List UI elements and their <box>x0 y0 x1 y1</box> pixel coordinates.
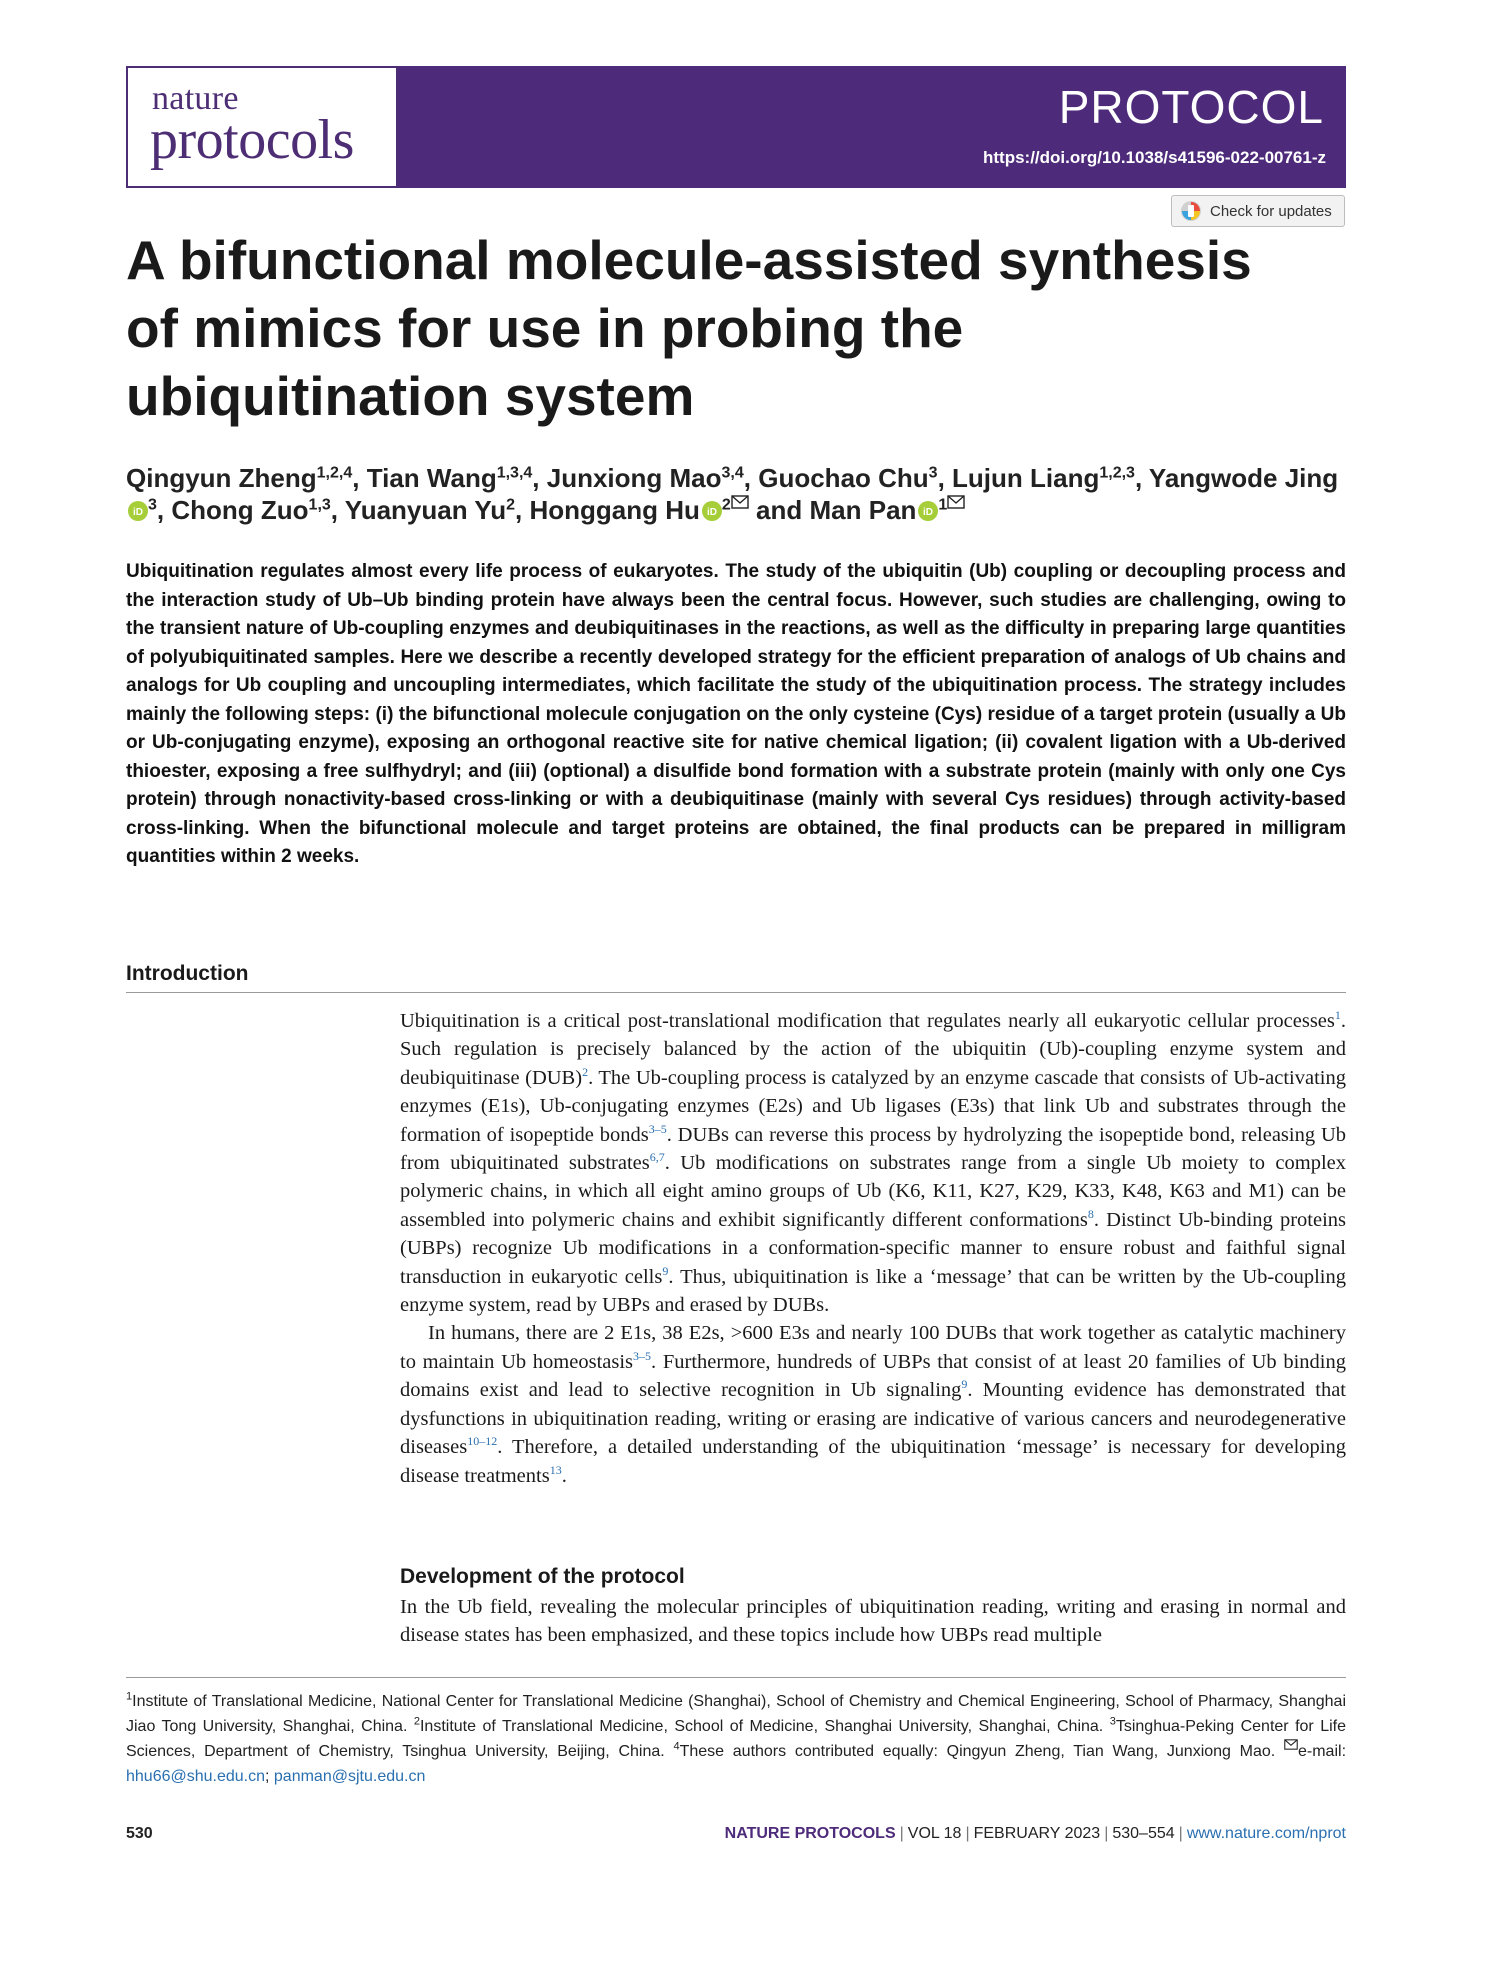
section-heading-introduction: Introduction <box>126 962 1346 993</box>
author-affiliation-marker: 1,2,4 <box>316 464 353 482</box>
citation-ref[interactable]: 9 <box>662 1263 669 1278</box>
article-type-label: PROTOCOL <box>1058 81 1324 133</box>
subheading-development: Development of the protocol <box>400 1565 685 1588</box>
crossmark-icon <box>1180 200 1202 222</box>
footer-journal-name: NATURE PROTOCOLS <box>724 1825 896 1842</box>
author-name[interactable]: Lujun Liang <box>952 463 1100 493</box>
email-link[interactable]: hhu66@shu.edu.cn <box>126 1767 266 1785</box>
affiliation-number: 1 <box>126 1690 133 1703</box>
journal-logo[interactable] <box>126 66 398 188</box>
author-name[interactable]: Man Pan <box>809 495 917 525</box>
affiliation-number: 4 <box>673 1740 680 1753</box>
check-for-updates-button[interactable] <box>1171 195 1345 227</box>
citation-ref[interactable]: 3–5 <box>648 1121 667 1136</box>
intro-paragraph-1: Ubiquitination is a critical post-translational modification that regulates nearly all eukaryotic cellular processes$^1$. Such regulation is precisely balanced by the action of the ubiquitin (Ub)-coupling enzyme system and deubiquitinase (DUB)$^2$. The Ub-coupling process is catalyzed by an enzyme cascade that consists of Ub-activating enzymes (E1s), Ub-conjugating enzymes (E2s) and Ub ligases (E3s) that link Ub and substrates through the formation of isopeptide bonds$^{3-5}$. DUBs can reverse this process by hydrolyzing the isopeptide bond, releasing Ub from ubiquitinated substrates$^{6,7}$. Ub modifications on substrates range from a single Ub moiety to complex polymeric chains, in which all eight amino groups of Ub (K6, K11, K27, K29, K33, K48, K63 and M1) can be assembled into polymeric chains and exhibit significantly different conformations$^8$. Distinct Ub-binding proteins (UBPs) recognize Ub modifications in a conformation-specific manner to ensure robust and faithful signal transduction in eukaryotic cells$^9$. Thus, ubiquitination is like a ‘message’ that can be written by the Ub-coupling enzyme system, read by UBPs and erased by DUBs. <box>400 1008 1347 1317</box>
affiliation-number: 2 <box>413 1715 420 1728</box>
author-affiliation-marker: 2 <box>506 496 516 514</box>
svg-text:iD: iD <box>923 507 934 518</box>
author-affiliation-marker: 1,3 <box>308 496 331 514</box>
footer-volume: VOL 18 <box>907 1825 962 1842</box>
author-name[interactable]: Junxiong Mao <box>546 463 722 493</box>
citation-ref[interactable]: 10–12 <box>467 1434 498 1449</box>
footer-date: FEBRUARY 2023 <box>973 1825 1101 1842</box>
author-affiliation-marker: 3,4 <box>721 464 744 482</box>
journal-footer: NATURE PROTOCOLS | VOL 18 | FEBRUARY 2023 | 530–554 | www.nature.com/nprot <box>724 1825 1346 1842</box>
abstract: Ubiquitination regulates almost every life process of eukaryotes. The study of the ubiquitin (Ub) coupling or decoupling process and the interaction study of Ub–Ub binding protein have always been the central focus. However, such studies are challenging, owing to the transient nature of Ub-coupling enzymes and deubiquitinases in the reactions, as well as the difficulty in preparing large quantities of polyubiquitinated samples. Here we describe a recently developed strategy for the efficient preparation of analogs of Ub chains and analogs for Ub coupling and uncoupling intermediates, which facilitate the study of the ubiquitination process. The strategy includes mainly the following steps: (i) the bifunctional molecule conjugation on the only cysteine (Cys) residue of a target protein (usually a Ub or Ub-conjugating enzyme), exposing an orthogonal reactive site for native chemical ligation; (ii) covalent ligation with a Ub-derived thioester, exposing a free sulfhydryl; and (iii) (optional) a disulfide bond formation with a substrate protein (mainly with only one Cys protein) through nonactivity-based cross-linking or with a deubiquitinase (mainly with several Cys residues) through activity-based cross-linking. When the bifunctional molecule and target proteins are obtained, the final products can be prepared in milligram quantities within 2 weeks. <box>126 561 1346 867</box>
author-affiliation-marker: 3 <box>148 496 157 514</box>
orcid-icon[interactable] <box>128 501 148 521</box>
affiliation-text: Institute of Translational Medicine, School of Medicine, Shanghai University, Shanghai, China. <box>419 1717 1110 1735</box>
author-affiliation-marker: 3 <box>928 464 938 482</box>
svg-text:iD: iD <box>706 507 717 518</box>
development-paragraph-1: In the Ub field, revealing the molecular principles of ubiquitination reading, writing and erasing in normal and disease states has been emphasized, and these topics include how UBPs read multiple <box>400 1596 1346 1647</box>
svg-text:iD: iD <box>133 507 143 518</box>
author-affiliation-marker: 1 <box>938 496 948 514</box>
email-icon[interactable] <box>1284 1739 1298 1750</box>
citation-ref[interactable]: 6,7 <box>649 1150 665 1165</box>
author-list: Qingyun Zheng$^{1,2,4}$, Tian Wang$^{1,3,4}$, Junxiong Mao$^{3,4}$, Guochao Chu$^3$, Lujun Liang$^{1,2,3}$, Yangwode Jing iD $^3$, Chong Zuo$^{1,3}$, Yuanyuan Yu$^2$, Honggang Hu iD $^2$ and Man Pan iD $^1$ <box>126 463 1339 525</box>
author-name[interactable]: Yuanyuan Yu <box>344 495 507 525</box>
email-icon[interactable] <box>947 495 965 509</box>
citation-ref[interactable]: 2 <box>582 1064 589 1079</box>
email-label: e-mail: <box>1298 1743 1347 1760</box>
author-name[interactable]: Honggang Hu <box>529 495 700 525</box>
author-name[interactable]: Qingyun Zheng <box>126 463 317 493</box>
check-for-updates-label: Check for updates <box>1210 202 1332 220</box>
author-affiliation-marker: 1,2,3 <box>1099 464 1135 482</box>
affiliation-text: Institute of Translational Medicine, National Center for Translational Medicine (Shanghai), School of Chemistry and Chemical Engineering, School of Pharmacy, Shanghai Jiao Tong University, Shanghai, China. <box>126 1693 1346 1735</box>
orcid-icon[interactable] <box>918 501 938 521</box>
citation-ref[interactable]: 13 <box>549 1462 562 1477</box>
development-body <box>400 1593 1346 1650</box>
citation-ref[interactable]: 1 <box>1334 1008 1341 1023</box>
citation-ref[interactable]: 8 <box>1087 1207 1094 1222</box>
citation-ref[interactable]: 9 <box>961 1377 968 1392</box>
footer-journal-link[interactable]: www.nature.com/nprot <box>1186 1825 1346 1842</box>
logo-word-nature: nature <box>152 80 239 117</box>
citation-ref[interactable]: 3–5 <box>633 1349 652 1364</box>
email-link[interactable]: panman@sjtu.edu.cn <box>273 1767 426 1785</box>
footer-pages: 530–554 <box>1112 1825 1175 1842</box>
logo-word-protocols: protocols <box>150 109 354 171</box>
page-number: 530 <box>126 1825 153 1842</box>
author-name[interactable]: Guochao Chu <box>758 463 929 493</box>
affiliation-text: These authors contributed equally: Qingyun Zheng, Tian Wang, Junxiong Mao. <box>679 1743 1284 1760</box>
author-name[interactable]: Yangwode Jing <box>1148 463 1339 493</box>
author-affiliation-marker: 2 <box>721 496 731 514</box>
affiliation-number: 3 <box>1109 1715 1116 1728</box>
author-affiliation-marker: 1,3,4 <box>496 464 533 482</box>
orcid-icon[interactable] <box>702 501 722 521</box>
author-name[interactable]: Tian Wang <box>366 463 497 493</box>
affiliation-text: Tsinghua-Peking Center for Life Sciences, Department of Chemistry, Tsinghua University, Beijing, China. <box>126 1717 1346 1760</box>
doi-link[interactable]: https://doi.org/10.1038/s41596-022-00761-z <box>983 148 1326 167</box>
footnote-divider <box>126 1677 1346 1678</box>
introduction-body <box>400 1007 1346 1490</box>
author-name[interactable]: Chong Zuo <box>171 495 309 525</box>
affiliations: $^1$Institute of Translational Medicine, National Center for Translational Medicine (Shanghai), School of Chemistry and Chemical Engineering, School of Pharmacy, Shanghai Jiao Tong University, Shanghai, China. $^2$Institute of Translational Medicine, School of Medicine, Shanghai University, Shanghai, China. $^3$Tsinghua-Peking Center for Life Sciences, Department of Chemistry, Tsinghua University, Beijing, China. $^4$These authors contributed equally: Qingyun Zheng, Tian Wang, Junxiong Mao. e-mail: hhu66@shu.edu.cn; panman@sjtu.edu.cn <box>126 1690 1347 1785</box>
intro-paragraph-2: In humans, there are 2 E1s, 38 E2s, >600 E3s and nearly 100 DUBs that work together as catalytic machinery to maintain Ub homeostasis$^{3-5}$. Furthermore, hundreds of UBPs that consist of at least 20 families of Ub binding domains exist and lead to selective recognition in Ub signaling$^9$. Mounting evidence has demonstrated that dysfunctions in ubiquitination reading, writing or erasing are indicative of various cancers and neurodegenerative diseases$^{10-12}$. Therefore, a detailed understanding of the ubiquitination ‘message’ is necessary for developing disease treatments$^{13}$. <box>400 1322 1346 1487</box>
email-icon[interactable] <box>731 495 749 509</box>
header-band <box>398 66 1346 188</box>
article-title: A bifunctional molecule-assisted synthesis of mimics for use in probing the ubiquitination system <box>126 229 1252 427</box>
